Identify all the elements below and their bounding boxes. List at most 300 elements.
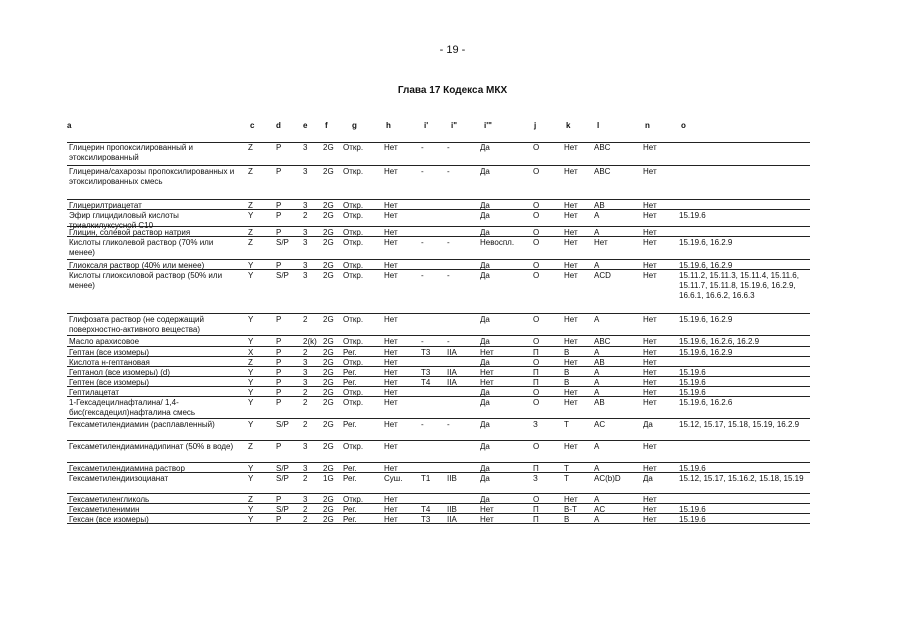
column-header-o: o	[681, 121, 686, 130]
cell-i2: IIB	[447, 505, 457, 514]
cell-d: P	[276, 201, 282, 210]
cell-j: О	[533, 337, 540, 346]
cell-o: 15.19.6, 16.2.6, 16.2.9	[679, 337, 760, 346]
cell-o: 15.19.6	[679, 464, 706, 473]
cell-a: Гексаметилендиамина раствор	[69, 464, 185, 473]
cell-i3: Да	[480, 495, 490, 504]
cell-g: Откр.	[343, 442, 364, 451]
cell-j: П	[533, 378, 539, 387]
cell-e: 3	[303, 495, 308, 504]
cell-k: Нет	[564, 167, 578, 176]
cell-k: Нет	[564, 358, 578, 367]
table-row	[67, 142, 810, 166]
cell-i1: -	[421, 420, 424, 429]
cell-i3: Да	[480, 398, 490, 407]
cell-k: Нет	[564, 495, 578, 504]
cell-a: Гексаметиленимин	[69, 505, 140, 514]
cell-a: Глифозата раствор (не содержащий поверхностно-активного вещества)	[69, 315, 204, 334]
table-row	[67, 463, 810, 473]
cell-j: О	[533, 388, 540, 397]
cell-o: 15.12, 15.17, 15.18, 15.19, 16.2.9	[679, 420, 800, 429]
cell-a: Глицерин пропоксилированный и этоксилированный	[69, 143, 193, 162]
table-row	[67, 166, 810, 200]
cell-a: Гексан (все изомеры)	[69, 515, 149, 524]
table-row	[67, 367, 810, 377]
cell-a: Гептанол (все изомеры) (d)	[69, 368, 170, 377]
cell-i2: IIA	[447, 515, 457, 524]
cell-g: Откр.	[343, 143, 364, 152]
cell-a: Глиоксаля раствор (40% или менее)	[69, 261, 205, 270]
cell-l: A	[594, 261, 600, 270]
cell-l: ABC	[594, 167, 611, 176]
cell-e: 2	[303, 211, 308, 220]
cell-i2: IIA	[447, 348, 457, 357]
cell-g: Рег.	[343, 378, 357, 387]
cell-i3: Нет	[480, 368, 494, 377]
cell-k: Нет	[564, 261, 578, 270]
cell-g: Откр.	[343, 261, 364, 270]
cell-n: Нет	[643, 348, 657, 357]
cell-f: 2G	[323, 238, 334, 247]
cell-l: A	[594, 464, 600, 473]
cell-n: Нет	[643, 238, 657, 247]
cell-i3: Нет	[480, 378, 494, 387]
cell-n: Нет	[643, 228, 657, 237]
cell-j: З	[533, 474, 538, 483]
cell-c: Y	[248, 464, 254, 473]
table-row	[67, 473, 810, 494]
cell-c: Y	[248, 505, 254, 514]
cell-d: S/P	[276, 474, 289, 483]
cell-o: 15.12, 15.17, 15.16.2, 15.18, 15.19	[679, 474, 804, 483]
cell-j: О	[533, 211, 540, 220]
cell-l: Нет	[594, 238, 608, 247]
cell-n: Нет	[643, 201, 657, 210]
cell-i3: Да	[480, 143, 490, 152]
cell-i3: Да	[480, 337, 490, 346]
cell-i3: Да	[480, 201, 490, 210]
cell-g: Откр.	[343, 271, 364, 280]
cell-i3: Да	[480, 228, 490, 237]
cell-f: 2G	[323, 271, 334, 280]
cell-f: 2G	[323, 143, 334, 152]
cell-o: 15.19.6, 16.2.9	[679, 261, 733, 270]
cell-i2: -	[447, 420, 450, 429]
cell-i3: Да	[480, 261, 490, 270]
cell-l: A	[594, 211, 600, 220]
cell-e: 3	[303, 167, 308, 176]
column-header-g: g	[352, 121, 357, 130]
cell-n: Нет	[643, 398, 657, 407]
cell-o: 15.19.6	[679, 378, 706, 387]
cell-n: Нет	[643, 261, 657, 270]
table-row	[67, 441, 810, 463]
column-header-i1: i'	[424, 121, 429, 130]
cell-i3: Да	[480, 464, 490, 473]
cell-h: Нет	[384, 238, 398, 247]
cell-g: Рег.	[343, 505, 357, 514]
cell-d: S/P	[276, 505, 289, 514]
cell-h: Нет	[384, 368, 398, 377]
cell-j: О	[533, 442, 540, 451]
cell-l: A	[594, 388, 600, 397]
cell-g: Откр.	[343, 398, 364, 407]
cell-h: Нет	[384, 378, 398, 387]
cell-n: Нет	[643, 378, 657, 387]
cell-n: Нет	[643, 167, 657, 176]
cell-f: 2G	[323, 358, 334, 367]
cell-d: S/P	[276, 271, 289, 280]
cell-d: P	[276, 348, 282, 357]
cell-d: P	[276, 337, 282, 346]
cell-a: Гептилацетат	[69, 388, 120, 397]
cell-n: Нет	[643, 495, 657, 504]
cell-j: П	[533, 505, 539, 514]
cell-d: P	[276, 495, 282, 504]
cell-j: О	[533, 228, 540, 237]
cell-e: 3	[303, 378, 308, 387]
cell-a: Эфир глицидиловый кислоты триалкилуксусной C10	[69, 211, 179, 230]
cell-n: Да	[643, 420, 653, 429]
cell-e: 2	[303, 348, 308, 357]
cell-h: Нет	[384, 271, 398, 280]
cell-e: 2	[303, 505, 308, 514]
cell-h: Нет	[384, 261, 398, 270]
table-row	[67, 494, 810, 504]
cell-i3: Нет	[480, 515, 494, 524]
cell-j: П	[533, 348, 539, 357]
cell-h: Нет	[384, 495, 398, 504]
table-row	[67, 314, 810, 336]
cell-l: AC	[594, 420, 606, 429]
cell-j: П	[533, 515, 539, 524]
cell-j: З	[533, 420, 538, 429]
cell-i2: -	[447, 143, 450, 152]
cell-f: 2G	[323, 348, 334, 357]
cell-a: Кислоты гликолевой раствор (70% или менее)	[69, 238, 214, 257]
cell-k: Нет	[564, 228, 578, 237]
cell-c: Y	[248, 271, 254, 280]
column-header-i2: i"	[451, 121, 458, 130]
cell-c: Z	[248, 143, 253, 152]
cell-e: 3	[303, 261, 308, 270]
cell-h: Нет	[384, 442, 398, 451]
cell-a: Гептан (все изомеры)	[69, 348, 150, 357]
cell-i3: Да	[480, 211, 490, 220]
cell-c: Z	[248, 201, 253, 210]
cell-h: Нет	[384, 211, 398, 220]
cell-d: P	[276, 368, 282, 377]
cell-l: A	[594, 495, 600, 504]
cell-h: Нет	[384, 464, 398, 473]
cell-i2: -	[447, 271, 450, 280]
cell-e: 2	[303, 474, 308, 483]
cell-i1: -	[421, 337, 424, 346]
cell-o: 15.19.6	[679, 211, 706, 220]
cell-e: 3	[303, 143, 308, 152]
cell-a: Гексаметилендиаминадипинат (50% в воде)	[69, 442, 234, 451]
cell-c: X	[248, 348, 254, 357]
cell-j: О	[533, 495, 540, 504]
cell-g: Рег.	[343, 515, 357, 524]
column-header-f: f	[325, 121, 328, 130]
cell-n: Нет	[643, 271, 657, 280]
cell-i2: -	[447, 337, 450, 346]
cell-g: Откр.	[343, 315, 364, 324]
cell-k: Нет	[564, 143, 578, 152]
cell-k: Нет	[564, 211, 578, 220]
cell-i2: -	[447, 238, 450, 247]
cell-d: P	[276, 228, 282, 237]
cell-i1: -	[421, 271, 424, 280]
cell-e: 2	[303, 420, 308, 429]
cell-f: 2G	[323, 398, 334, 407]
cell-n: Нет	[643, 442, 657, 451]
cell-h: Нет	[384, 398, 398, 407]
cell-l: AC	[594, 505, 606, 514]
cell-f: 2G	[323, 505, 334, 514]
table-row	[67, 377, 810, 387]
cell-e: 2	[303, 388, 308, 397]
cell-n: Нет	[643, 358, 657, 367]
cell-g: Откр.	[343, 495, 364, 504]
cell-g: Откр.	[343, 388, 364, 397]
cell-h: Нет	[384, 337, 398, 346]
cell-j: О	[533, 261, 540, 270]
cell-e: 3	[303, 271, 308, 280]
column-header-l: l	[597, 121, 600, 130]
cell-d: P	[276, 515, 282, 524]
cell-g: Рег.	[343, 348, 357, 357]
cell-e: 2	[303, 398, 308, 407]
cell-d: P	[276, 442, 282, 451]
cell-l: ABC	[594, 337, 611, 346]
cell-d: P	[276, 211, 282, 220]
cell-k: Нет	[564, 271, 578, 280]
cell-f: 2G	[323, 167, 334, 176]
table-row	[67, 357, 810, 367]
cell-c: Y	[248, 337, 254, 346]
cell-i2: IIB	[447, 474, 457, 483]
table-row	[67, 387, 810, 397]
cell-a: Гексаметиленгликоль	[69, 495, 150, 504]
cell-j: О	[533, 398, 540, 407]
cell-l: A	[594, 315, 600, 324]
cell-k: В-Т	[564, 505, 577, 514]
cell-e: 2	[303, 515, 308, 524]
cell-i1: T3	[421, 348, 431, 357]
cell-n: Нет	[643, 315, 657, 324]
cell-d: P	[276, 388, 282, 397]
cell-a: Кислоты глиоксиловой раствор (50% или менее)	[69, 271, 223, 290]
cell-f: 1G	[323, 474, 334, 483]
cell-d: P	[276, 358, 282, 367]
cell-o: 15.19.6, 16.2.9	[679, 238, 733, 247]
cell-g: Рег.	[343, 474, 357, 483]
cell-i1: -	[421, 143, 424, 152]
cell-n: Нет	[643, 368, 657, 377]
cell-o: 15.19.6	[679, 515, 706, 524]
cell-i1: -	[421, 167, 424, 176]
cell-o: 15.19.6, 16.2.6	[679, 398, 733, 407]
cell-i1: T4	[421, 505, 431, 514]
cell-i3: Да	[480, 315, 490, 324]
column-header-h: h	[386, 121, 391, 130]
table-row	[67, 227, 810, 237]
cell-i2: IIA	[447, 378, 457, 387]
cell-f: 2G	[323, 495, 334, 504]
cell-c: Y	[248, 211, 254, 220]
cell-i3: Невоспл.	[480, 238, 515, 247]
cell-a: Кислота н-гептановая	[69, 358, 150, 367]
cell-o: 15.11.2, 15.11.3, 15.11.4, 15.11.6, 15.11.7, 15.11.8, 15.19.6, 16.2.9, 16.6.1, 16.6.2, 16.6.3	[679, 271, 799, 300]
cell-e: 3	[303, 238, 308, 247]
cell-a: Глицерилтриацетат	[69, 201, 142, 210]
cell-k: В	[564, 378, 570, 387]
column-header-a: a	[67, 121, 72, 130]
cell-f: 2G	[323, 261, 334, 270]
cell-i3: Да	[480, 474, 490, 483]
cell-g: Откр.	[343, 201, 364, 210]
cell-l: A	[594, 378, 600, 387]
cell-c: Y	[248, 420, 254, 429]
cell-f: 2G	[323, 368, 334, 377]
cell-n: Нет	[643, 388, 657, 397]
cell-j: О	[533, 201, 540, 210]
cell-d: S/P	[276, 238, 289, 247]
cell-j: О	[533, 238, 540, 247]
cell-i2: -	[447, 167, 450, 176]
column-header-i3: i'"	[484, 121, 492, 130]
cell-i3: Да	[480, 420, 490, 429]
table-row	[67, 397, 810, 419]
cell-h: Суш.	[384, 474, 403, 483]
cell-k: В	[564, 348, 570, 357]
cell-c: Y	[248, 398, 254, 407]
cell-a: Гексаметилендиизоцианат	[69, 474, 169, 483]
cell-f: 2G	[323, 442, 334, 451]
column-header-k: k	[566, 121, 571, 130]
cell-g: Откр.	[343, 228, 364, 237]
cell-e: 3	[303, 442, 308, 451]
column-header-d: d	[276, 121, 281, 130]
cell-g: Рег.	[343, 420, 357, 429]
cell-j: О	[533, 167, 540, 176]
column-header-c: c	[250, 121, 255, 130]
cell-j: О	[533, 315, 540, 324]
cell-l: AB	[594, 398, 605, 407]
cell-k: В	[564, 515, 570, 524]
cell-f: 2G	[323, 201, 334, 210]
cell-f: 2G	[323, 228, 334, 237]
cell-i3: Нет	[480, 348, 494, 357]
cell-i1: -	[421, 238, 424, 247]
cell-h: Нет	[384, 388, 398, 397]
cell-a: Гептен (все изомеры)	[69, 378, 150, 387]
cell-i3: Да	[480, 358, 490, 367]
cell-l: ABC	[594, 143, 611, 152]
cell-f: 2G	[323, 464, 334, 473]
cell-d: P	[276, 378, 282, 387]
table-row	[67, 336, 810, 347]
cell-j: П	[533, 464, 539, 473]
cell-l: AB	[594, 201, 605, 210]
cell-c: Y	[248, 474, 254, 483]
cell-n: Нет	[643, 464, 657, 473]
cell-g: Откр.	[343, 211, 364, 220]
cell-k: Нет	[564, 398, 578, 407]
table-row	[67, 200, 810, 210]
cell-a: Гексаметилендиамин (расплавленный)	[69, 420, 215, 429]
cell-e: 3	[303, 358, 308, 367]
cell-e: 3	[303, 368, 308, 377]
cell-k: Нет	[564, 388, 578, 397]
cell-a: Глицин, солевой раствор натрия	[69, 228, 191, 237]
cell-f: 2G	[323, 337, 334, 346]
cell-k: Нет	[564, 315, 578, 324]
cell-f: 2G	[323, 378, 334, 387]
cell-k: Нет	[564, 337, 578, 346]
cell-c: Z	[248, 228, 253, 237]
cell-c: Z	[248, 358, 253, 367]
cell-g: Откр.	[343, 167, 364, 176]
cell-g: Рег.	[343, 368, 357, 377]
cell-k: Нет	[564, 238, 578, 247]
cell-d: P	[276, 315, 282, 324]
cell-e: 2(k)	[303, 337, 317, 346]
cell-j: О	[533, 143, 540, 152]
cell-i3: Да	[480, 388, 490, 397]
cell-d: P	[276, 143, 282, 152]
cell-l: A	[594, 368, 600, 377]
cell-f: 2G	[323, 388, 334, 397]
cell-c: Y	[248, 515, 254, 524]
cell-i3: Да	[480, 271, 490, 280]
cell-c: Y	[248, 261, 254, 270]
cell-j: О	[533, 358, 540, 367]
cell-h: Нет	[384, 505, 398, 514]
cell-l: A	[594, 442, 600, 451]
cell-i1: T3	[421, 515, 431, 524]
cell-n: Да	[643, 474, 653, 483]
cell-k: Т	[564, 474, 569, 483]
cell-k: Т	[564, 464, 569, 473]
cell-e: 3	[303, 464, 308, 473]
cell-i3: Нет	[480, 505, 494, 514]
cell-i1: T1	[421, 474, 431, 483]
cell-l: A	[594, 228, 600, 237]
cell-f: 2G	[323, 315, 334, 324]
cell-n: Нет	[643, 337, 657, 346]
cell-h: Нет	[384, 167, 398, 176]
cell-f: 2G	[323, 211, 334, 220]
cell-i2: IIA	[447, 368, 457, 377]
table-row	[67, 210, 810, 230]
cell-k: В	[564, 368, 570, 377]
cell-e: 2	[303, 315, 308, 324]
cell-g: Откр.	[343, 238, 364, 247]
cell-a: Глицерина/сахарозы пропоксилированных и этоксилированных смесь	[69, 167, 235, 186]
cell-o: 15.19.6, 16.2.9	[679, 348, 733, 357]
cell-e: 3	[303, 228, 308, 237]
cell-h: Нет	[384, 315, 398, 324]
cell-c: Z	[248, 238, 253, 247]
cell-l: A	[594, 515, 600, 524]
table-row	[67, 270, 810, 314]
cell-o: 15.19.6	[679, 388, 706, 397]
cell-g: Откр.	[343, 337, 364, 346]
cell-d: S/P	[276, 464, 289, 473]
